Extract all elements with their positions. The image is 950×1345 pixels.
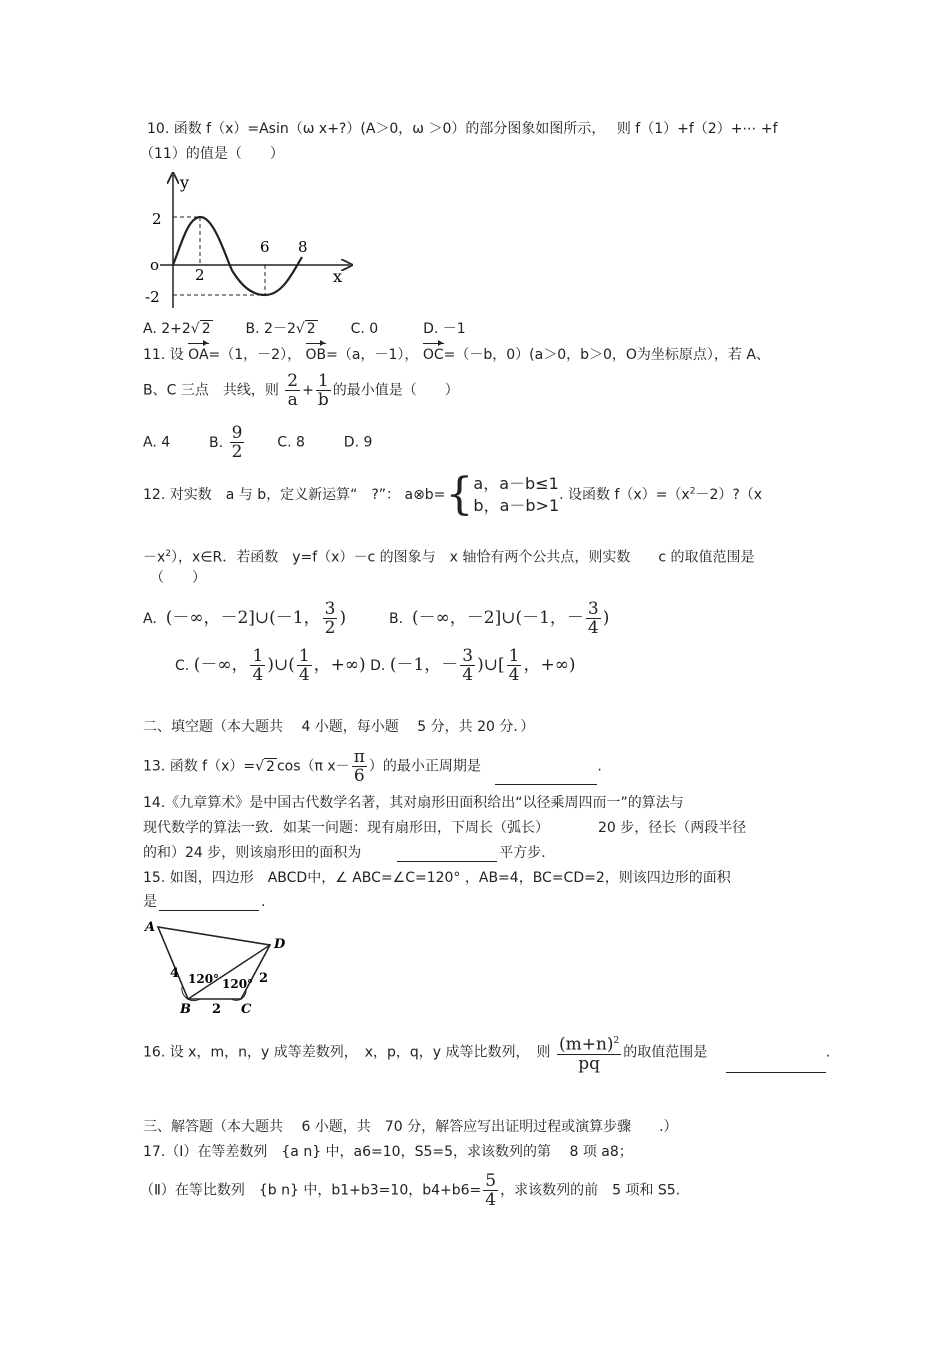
q11-option-b[interactable]: B. $\frac{9}{2}$ [209, 423, 243, 462]
q12-line2: $-x^2$），x∈R．若函数 y=f（x）－c 的图象与 x 轴恰有两个公共点，则实数 c 的取值范围是 [143, 549, 755, 566]
q15-line2: 是 . [143, 894, 266, 910]
q17-line2: （Ⅱ）在等比数列 {b n} 中，b1+b3=10，b4+b6= $\frac{5}{4}$ ，求该数列的前 5 项和 S5. [140, 1171, 681, 1210]
vector-oc: OC [422, 347, 444, 363]
q12-options-row1 [143, 600, 609, 637]
q10-option-b[interactable]: B. 2－2√ 2 [245, 321, 316, 337]
q16-answer-blank[interactable] [726, 1072, 826, 1073]
q12-line1: 12. 对实数 a 与 b，定义新运算“ ?”： a⊗b={ a，a－b≤1 b，a－b>1 . 设函数 $f(x)=(x^2-2)?(x$ [143, 469, 763, 520]
y-tick-2: 2 [152, 210, 162, 228]
label-ab: 4 [170, 966, 180, 981]
q13-answer-blank[interactable] [495, 784, 597, 785]
q11-line1: 11. 设 OA=（1，－2）， OB=（a，－1）， OC=（－b，0）(a＞0，b＞0，O为坐标原点），若 A、 [143, 347, 770, 363]
fraction-mn-squared-over-pq: $\frac{(m+n)^2}{pq}$ [557, 1032, 621, 1073]
y-tick-neg2: -2 [145, 288, 160, 306]
origin-label: o [150, 256, 160, 274]
sine-curve [173, 217, 302, 295]
q10-text-line1: 10. 函数 f（x）=Asin（ω x+?）(A＞0，ω ＞0）的部分图象如图所示， 则 f（1）+f（2）+⋯ +f [147, 121, 778, 137]
vector-ob: OB [305, 347, 327, 363]
tick-6: 6 [260, 238, 270, 256]
q11-option-c[interactable]: C. 8 [277, 434, 305, 451]
angle-b-label: 120° [188, 972, 220, 986]
q16-line: 16. 设 x，m，n，y 成等差数列， x，p，q，y 成等比数列， 则 $\frac{(m+n)^2}{pq}$ 的取值范围是 . [143, 1032, 830, 1073]
q10-option-d[interactable]: D. －1 [423, 321, 466, 337]
angle-c-label: 120° [222, 977, 254, 991]
section-3-heading: 三、解答题（本大题共 6 小题，共 70 分，解答应写出证明过程或演算步骤 .） [143, 1119, 678, 1135]
q17-line1: 17.（Ⅰ）在等差数列 {a n} 中，a6=10，S5=5，求该数列的第 8 项 a8； [143, 1144, 633, 1160]
vertex-d: D [274, 937, 286, 952]
q14-line2: 现代数学的算法一致．如某一问题：现有扇形田，下周长（弧长） 20 步，径长（两段半径 [143, 820, 747, 836]
q15-answer-blank[interactable] [159, 910, 259, 911]
q11-option-d[interactable]: D. 9 [343, 434, 373, 451]
q12-options-row2 [175, 647, 576, 684]
piecewise-cases: a，a－b≤1 b，a－b>1 [473, 474, 560, 515]
vector-oa: OA [188, 347, 209, 363]
vertex-c: C [241, 1002, 252, 1015]
fraction-2-over-a: $\frac{2}{a}$ [287, 371, 299, 410]
q12-option-a[interactable]: A. (－∞，－2]∪(－1， $\frac{3}{2}$ ) [143, 599, 347, 638]
y-label: y [180, 173, 190, 192]
q10-option-c[interactable]: C. 0 [350, 321, 379, 337]
section-2-heading: 二、填空题（本大题共 4 小题，每小题 5 分，共 20 分．） [143, 719, 535, 735]
q12-option-d[interactable]: D. (－1，－ $\frac{3}{4}$ )∪[ $\frac{1}{4}$ ，+∞) [370, 646, 576, 685]
q10-sine-graph [140, 170, 355, 310]
q15-line1: 15. 如图，四边形 ABCD中，∠ ABC=∠C=120° ，AB=4，BC=CD=2，则该四边形的面积 [143, 870, 731, 886]
q10-options [143, 320, 466, 338]
vertex-a: A [145, 920, 156, 935]
q10-option-a[interactable]: A. 2+2√ 2 [143, 321, 211, 337]
q14-answer-blank[interactable] [397, 861, 497, 862]
q14-line3: 的和）24 步，则该扇形田的面积为 平方步. [143, 845, 546, 861]
q13-line: 13. 函数 f（x）=√ 2 cos（π x－ $\frac{\pi}{6}$ ）的最小正周期是 . [143, 747, 602, 786]
x-label: x [333, 267, 343, 286]
q12-option-b[interactable]: B. (－∞，－2]∪(－1，－ $\frac{3}{4}$ ) [389, 599, 610, 638]
q11-options [143, 424, 372, 461]
fraction-1-over-b: $\frac{1}{b}$ [317, 371, 329, 410]
q12-option-c[interactable]: C. (－∞， $\frac{1}{4}$ )∪( $\frac{1}{4}$ ，+∞) [175, 646, 366, 685]
q14-line1: 14.《九章算术》是中国古代数学名著，其对扇形田面积给出“以径乘周四而一”的算法与 [143, 795, 684, 811]
label-cd: 2 [259, 971, 269, 986]
q11-line2: B、C 三点 共线，则 $\frac{2}{a}$ + $\frac{1}{b}$ 的最小值是（ ） [143, 371, 459, 410]
q11-option-a[interactable]: A. 4 [143, 434, 171, 451]
tick-8: 8 [298, 238, 308, 256]
q10-text-line2: （11）的值是（ ） [140, 146, 284, 162]
quadrilateral-abcd [158, 927, 270, 999]
tick-2: 2 [195, 266, 205, 284]
q15-quadrilateral-figure [140, 915, 290, 1015]
vertex-b: B [180, 1002, 191, 1015]
q12-line3: （ ） [150, 570, 206, 586]
left-brace: { [445, 469, 474, 520]
label-bc: 2 [212, 1002, 222, 1015]
operation-definition: a⊗b= [404, 487, 446, 503]
